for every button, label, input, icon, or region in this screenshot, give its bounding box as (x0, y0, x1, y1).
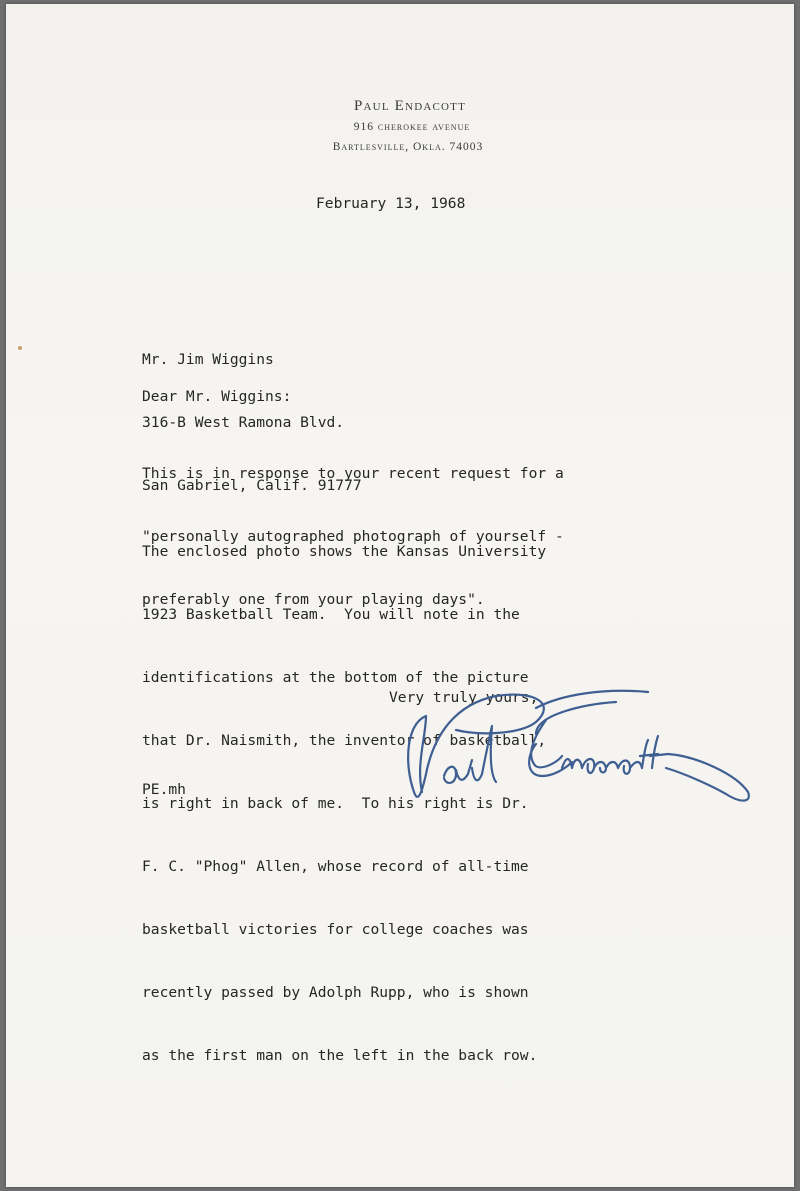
recipient-line: Mr. Jim Wiggins (142, 351, 274, 368)
recipient-line: 316-B West Ramona Blvd. (142, 414, 345, 431)
body-line: preferably one from your playing days". (142, 591, 485, 608)
body-line: "personally autographed photograph of yourself - (142, 528, 564, 545)
body-line: This is in response to your recent request for a (142, 465, 564, 482)
handwritten-signature (386, 664, 766, 844)
typist-initials: PE.mh (142, 781, 186, 798)
body-line: 1923 Basketball Team. You will note in the (142, 606, 520, 623)
recipient-line: San Gabriel, Calif. 91777 (142, 477, 362, 494)
letter-date: February 13, 1968 (316, 195, 466, 212)
body-line: recently passed by Adolph Rupp, who is shown (142, 984, 529, 1001)
salutation: Dear Mr. Wiggins: (142, 388, 292, 405)
letterhead-street: 916 cherokee avenue (353, 121, 471, 133)
body-line: The enclosed photo shows the Kansas University (142, 543, 547, 560)
letter-page (6, 4, 794, 1187)
letterhead-name: Paul Endacott (353, 98, 466, 114)
body-line: is right in back of me. To his right is Dr. (142, 795, 529, 812)
body-line: as the first man on the left in the back row. (142, 1047, 538, 1064)
closing: Very truly yours, (389, 689, 539, 706)
body-line: that Dr. Naismith, the inventor of basketball, (142, 732, 547, 749)
body-line: F. C. "Phog" Allen, whose record of all-time (142, 858, 529, 875)
letterhead-city: Bartlesville, Okla. 74003 (332, 141, 484, 153)
body-line: identifications at the bottom of the picture (142, 669, 529, 686)
body-line: basketball victories for college coaches was (142, 921, 529, 938)
paper-speck (18, 346, 22, 350)
